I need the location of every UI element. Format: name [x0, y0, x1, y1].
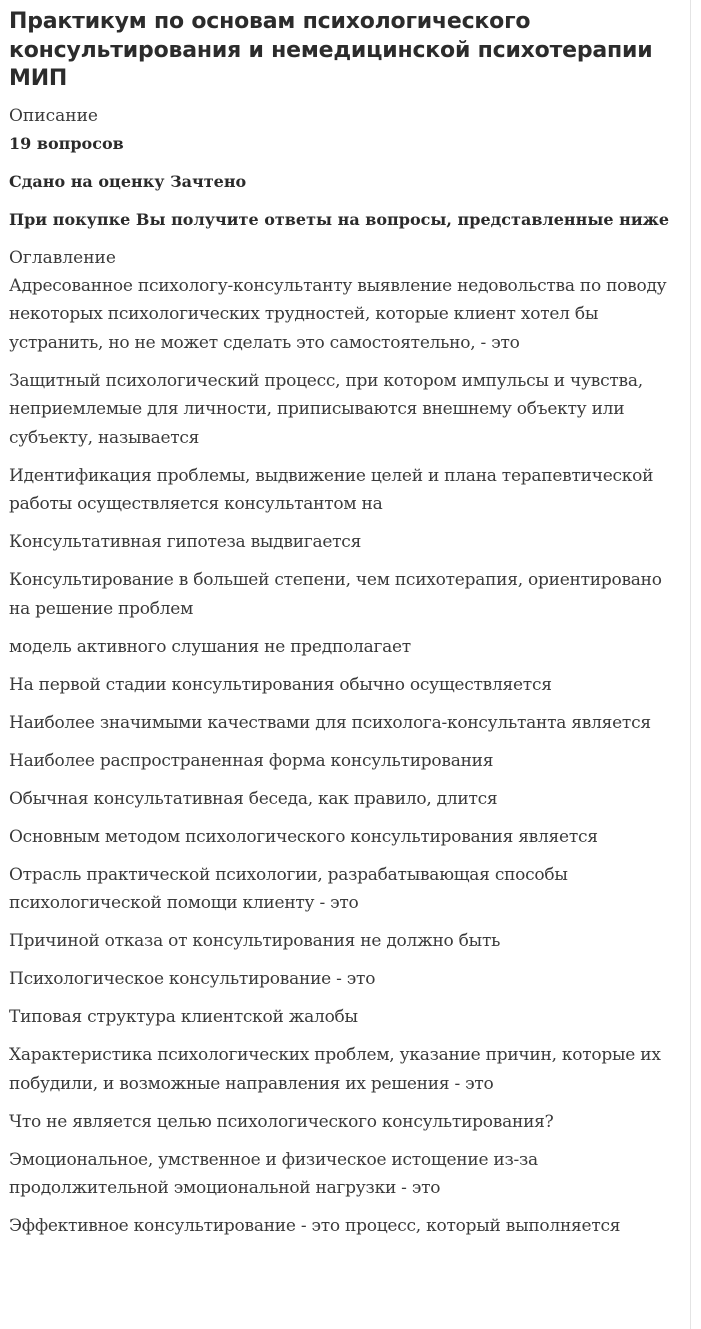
description-label: Описание — [9, 105, 98, 126]
question-item: Что не является целью психологического консультирования? — [9, 1111, 554, 1132]
question-item: Основным методом психологического консультирования является — [9, 826, 598, 847]
question-item: Обычная консультативная беседа, как правило, длится — [9, 788, 498, 809]
question-item: Защитный психологический процесс, при котором импульсы и чувства, неприемлемые для личности, приписываются внешнему объекту или субъекту, называется — [9, 370, 643, 448]
question-item: Причиной отказа от консультирования не должно быть — [9, 931, 501, 951]
question-item: Психологическое консультирование - это — [9, 969, 376, 989]
question-item: Типовая структура клиентской жалобы — [9, 1007, 358, 1027]
question-item: Отрасль практической психологии, разрабатывающая способы психологической помощи клиенту - это — [9, 864, 568, 913]
question-item: Идентификация проблемы, выдвижение целей и плана терапевтической работы осуществляется консультантом на — [9, 465, 654, 514]
question-item: Эмоциональное, умственное и физическое истощение из-за продолжительной эмоциональной нагрузки - это — [9, 1149, 538, 1198]
page-title: Практикум по основам психологического консультирования и немедицинской психотерапии МИП — [9, 9, 653, 91]
question-item: модель активного слушания не предполагает — [9, 636, 411, 657]
question-item: Эффективное консультирование - это процесс, который выполняется — [9, 1216, 621, 1236]
question-count: 19 вопросов — [9, 133, 124, 153]
question-item: Консультирование в большей степени, чем психотерапия, ориентировано на решение проблем — [9, 570, 662, 619]
question-item: Характеристика психологических проблем, указание причин, которые их побудили, и возможные направления их решения - это — [9, 1045, 661, 1094]
grade-text: Сдано на оценку Зачтено — [9, 171, 247, 191]
question-item: Наиболее распространенная форма консультирования — [9, 750, 494, 771]
question-list — [9, 272, 680, 1241]
question-item: Консультативная гипотеза выдвигается — [9, 532, 362, 552]
question-item: На первой стадии консультирования обычно осуществляется — [9, 674, 552, 695]
toc-label: Оглавление — [9, 247, 116, 268]
question-item: Адресованное психологу-консультанту выявление недовольства по поводу некоторых психологических трудностей, которые клиент хотел бы устранить, но не может сделать это самостоятельно, - это — [9, 275, 667, 353]
purchase-note: При покупке Вы получите ответы на вопросы, представленные ниже — [9, 209, 670, 229]
question-item: Наиболее значимыми качествами для психолога-консультанта является — [9, 712, 651, 733]
